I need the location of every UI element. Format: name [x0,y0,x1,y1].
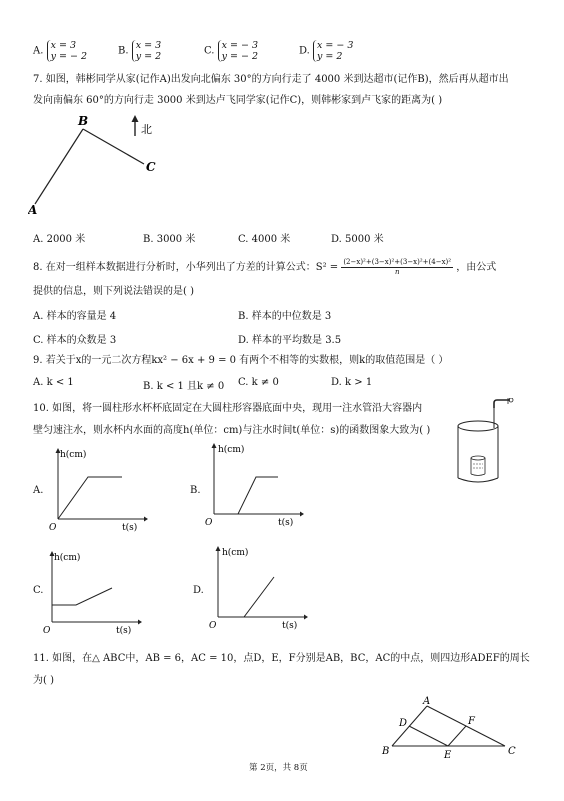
q10-graph-b [200,442,304,530]
q8-text-line1: 8. 在对一组样本数据进行分析时，小华列出了方差的计算公式：S² = $\frac{\text{(2−x)²+(3−x)²+(3−x)²+(4−x)²}}{n}$ ，由公式 [33,258,497,276]
q7-segment-ab [35,129,83,204]
q7-figure [28,114,168,218]
q8-option-c: C. 样本的众数是 3 [33,335,117,346]
q6-c-eq2: y = − 2 [221,51,259,62]
q7-text-line2: 发向南偏东 60°的方向行走 3000 米到达卢飞同学家(记作C)，则韩彬家到卢飞家的距离为( ) [33,95,443,106]
q6-a-eq2: y = − 2 [50,51,87,62]
q10-option-b-label: B. [190,485,201,496]
q10-d-xlabel: t(s) [282,621,298,631]
q11-label-d: D [399,718,408,729]
q8-option-d: D. 样本的平均数是 3.5 [238,335,342,346]
q10-option-c-label: C. [33,585,44,596]
q6-c-eq1: x = − 3 [221,40,259,51]
q6-b-eq1: x = 3 [135,40,162,51]
q11-text-line1: 11. 如图，在△ ABC中，AB = 6，AC = 10，点D，E，F分别是AB，BC，AC的中点，则四边形ADEF的周长 [33,653,530,664]
q10-container-figure [448,398,524,490]
q8-option-b: B. 样本的中位数是 3 [238,311,332,322]
q10-d-ylabel: h(cm) [222,548,249,558]
q10-c-origin: O [43,626,51,636]
q9-option-c: C. k ≠ 0 [238,377,279,388]
q6-a-eq1: x = 3 [50,40,76,51]
q10-b-ylabel: h(cm) [218,445,245,455]
q10-b-origin: O [205,518,213,528]
q7-text-line1: 7. 如图，韩彬同学从家(记作A)出发向北偏东 30°的方向行走了 4000 米到达超市(记作B)，然后再从超市出 [33,74,509,85]
q7-north-label: 北 [141,123,152,136]
q11-label-f: F [468,716,475,727]
q11-segment-de [409,726,448,746]
q10-a-ylabel: h(cm) [60,450,87,460]
q10-option-d-label: D. [193,585,204,596]
q10-text-line2: 壁匀速注水，则水杯内水面的高度h(单位：cm)与注水时间t(单位：s)的函数图象大致为( ) [33,425,431,436]
q8-variance-formula: $\frac{\text{(2−x)²+(3−x)²+(3−x)²+(4−x)²}}{n}$ [343,258,452,276]
north-arrowhead-icon [132,115,139,122]
q11-text-line2: 为( ) [33,675,54,686]
q7-option-d: D. 5000 米 [331,234,384,245]
q6-b-eq2: y = 2 [135,51,162,62]
q10-c-xlabel: t(s) [116,626,132,636]
q11-label-e: E [444,750,452,760]
q8-text-line2: 提供的信息，则下列说法错误的是( ) [33,286,194,297]
q10-graph-a [44,447,148,535]
q9-text-line1: 9. 若关于x的一元二次方程kx² − 6x + 9 = 0 有两个不相等的实数根，则k的取值范围是（ ） [33,355,449,366]
q6-option-d: D. x = − 3 y = 2 [299,40,354,62]
page-footer: 第 2页，共 8页 [249,763,308,773]
q11-label-a: A [423,696,431,707]
q7-label-c: C [146,160,156,174]
q7-option-a: A. 2000 米 [33,234,86,245]
q6-option-a: A. x = 3 y = − 2 [33,40,87,62]
q9-option-d: D. k > 1 [331,377,373,388]
q10-text-line1: 10. 如图，将一圆柱形水杯杯底固定在大圆柱形容器底面中央，现用一注水管沿大容器内 [33,403,423,414]
q11-segment-ef [448,726,466,746]
q6-d-eq1: x = − 3 [317,40,354,51]
q7-option-c: C. 4000 米 [238,234,291,245]
q11-label-c: C [508,746,516,757]
q10-b-xlabel: t(s) [278,518,294,528]
q10-graph-d [204,545,308,633]
q10-a-origin: O [49,523,57,533]
q10-graph-c [38,550,142,638]
q10-a-xlabel: t(s) [122,523,138,533]
q9-option-a: A. k < 1 [33,377,74,388]
q7-label-b: B [78,114,89,128]
q6-d-eq2: y = 2 [317,51,343,62]
q10-d-origin: O [209,621,217,631]
q10-option-a-label: A. [33,485,44,496]
q9-option-b: B. k < 1 且k ≠ 0 [143,381,225,392]
q11-label-b: B [382,746,390,757]
q7-option-b: B. 3000 米 [143,234,196,245]
q6-option-c: C. x = − 3 y = − 2 [204,40,259,62]
q11-triangle-figure [377,694,527,760]
q8-option-a: A. 样本的容量是 4 [33,311,117,322]
q10-c-ylabel: h(cm) [54,553,81,563]
q7-label-a: A [28,203,38,217]
q6-option-b: B. x = 3 y = 2 [118,40,162,62]
